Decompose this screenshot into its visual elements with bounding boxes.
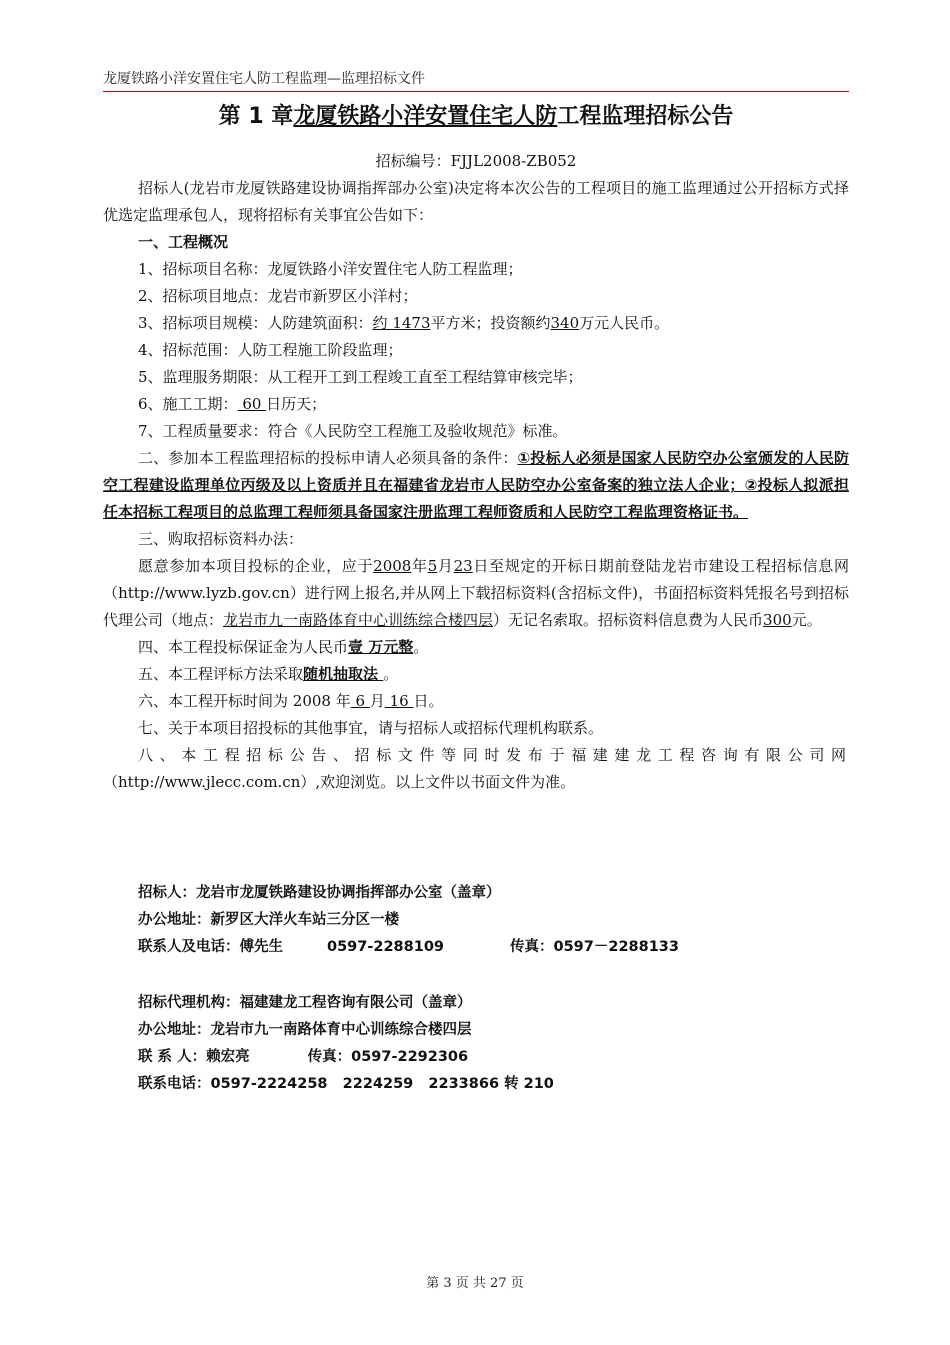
item-2: 2、招标项目地点：龙岩市新罗区小洋村；: [138, 287, 418, 305]
title-suffix: 工程监理招标公告: [557, 104, 734, 129]
tenderer-contact: 联系人及电话：傅先生: [138, 939, 283, 955]
s3-text-d: 日至规定的开标日期前登陆龙岩市建设工程招标信息网（http://www.lyzb.gov.cn）进行网上报名,并从网上下载招标资料(含招标文件)，书面招标资料凭报名号到招标代理公司（地点：: [103, 557, 849, 629]
section-7: 七、关于本项目招投标的其他事宜，请与招标人或招标代理机构联系。: [138, 719, 604, 737]
item-3-invest: 340: [550, 314, 580, 332]
page-footer: 第 3 页 共 27 页: [426, 1276, 524, 1291]
bid-number: 招标编号：FJJL2008-ZB052: [375, 152, 577, 170]
title-prefix: 第 1 章: [218, 104, 294, 129]
agency-contact-line: [138, 1044, 838, 1071]
agency-block: [138, 990, 838, 1098]
item-3-text-c: 万元人民币。: [579, 314, 670, 332]
s3-month: 5: [427, 557, 438, 575]
tenderer-address: 办公地址：新罗区大洋火车站三分区一楼: [138, 912, 399, 928]
s5-text-a: 五、本工程评标方法采取: [138, 665, 304, 683]
agency-contact: 联 系 人：赖宏亮: [138, 1049, 250, 1065]
section-2-lead: 二、参加本工程监理招标的投标申请人必须具备的条件：: [138, 449, 518, 467]
s3-text-c: 月: [437, 557, 454, 575]
tenderer-fax: 传真：0597－2288133: [510, 939, 679, 955]
s5-text-b: 。: [383, 665, 399, 683]
section-5: [103, 661, 849, 688]
tenderer-contact-line: [138, 934, 838, 961]
section-1-heading: 一、工程概况: [138, 233, 229, 251]
tenderer-block: [138, 880, 838, 961]
s6-month: 6: [350, 692, 370, 710]
s4-text-b: 。: [413, 638, 429, 656]
announcement-body: [103, 148, 849, 796]
section-3-paragraph: [103, 553, 849, 634]
s3-text-e: ）无记名索取。招标资料信息费为人民币: [493, 611, 764, 629]
s5-method: 随机抽取法: [303, 665, 384, 683]
item-6-text-b: 日历天；: [266, 395, 327, 413]
item-3-text-a: 3、招标项目规模：人防建筑面积：: [138, 314, 373, 332]
item-6-text-a: 6、施工工期：: [138, 395, 238, 413]
item-3-area: 约 1473: [372, 314, 431, 332]
tenderer-name: 招标人：龙岩市龙厦铁路建设协调指挥部办公室（盖章）: [138, 885, 501, 901]
section-2-requirements: ①投标人必须是国家人民防空办公室颁发的人民防空工程建设监理单位丙级及以上资质并且在福建省龙岩市人民防空办公室备案的独立法人企业；②投标人拟派担任本招标工程项目的总监理工程师须具备国家注册监理工程师资质和人民防空工程监理资格证书。: [103, 449, 849, 521]
agency-name: 招标代理机构：福建建龙工程咨询有限公司（盖章）: [138, 995, 472, 1011]
item-1: 1、招标项目名称：龙厦铁路小洋安置住宅人防工程监理；: [138, 260, 523, 278]
item-6-days: 60: [237, 395, 267, 413]
s3-day: 23: [453, 557, 473, 575]
section-2: [103, 445, 849, 526]
intro-paragraph: 招标人(龙岩市龙厦铁路建设协调指挥部办公室)决定将本次公告的工程项目的施工监理通过公开招标方式择优选定监理承包人，现将招标有关事宜公告如下：: [103, 179, 849, 224]
s3-text-b: 年: [411, 557, 428, 575]
item-7: 7、工程质量要求：符合《人民防空工程施工及验收规范》标准。: [138, 422, 568, 440]
item-5: 5、监理服务期限：从工程开工到工程竣工直至工程结算审核完毕；: [138, 368, 583, 386]
s3-text-a: 愿意参加本项目投标的企业，应于: [138, 557, 374, 575]
section-8-line-1: 八、本工程招标公告、招标文件等同时发布于福建建龙工程咨询有限公司网: [138, 746, 849, 764]
agency-phone: 联系电话：0597-2224258 2224259 2233866 转 210: [138, 1076, 554, 1092]
agency-fax: 传真：0597-2292306: [307, 1049, 469, 1065]
s3-address: 龙岩市九一南路体育中心训练综合楼四层: [223, 611, 494, 629]
section-3-heading: 三、购取招标资料办法：: [138, 530, 304, 548]
s6-text-b: 月: [369, 692, 385, 710]
item-3: [103, 310, 849, 337]
s6-day: 16: [384, 692, 414, 710]
title-underlined: 龙厦铁路小洋安置住宅人防: [293, 104, 558, 129]
s3-fee: 300: [763, 611, 792, 629]
item-4: 4、招标范围：人防工程施工阶段监理；: [138, 341, 403, 359]
s4-text-a: 四、本工程投标保证金为人民币: [138, 638, 349, 656]
agency-address: 办公地址：龙岩市九一南路体育中心训练综合楼四层: [138, 1022, 472, 1038]
s3-year: 2008: [373, 557, 412, 575]
section-4: [103, 634, 849, 661]
section-8-line-2: （http://www.jlecc.com.cn）,欢迎浏览。以上文件以书面文件为准。: [103, 773, 576, 791]
page-header: 龙厦铁路小洋安置住宅人防工程监理—监理招标文件: [103, 70, 849, 92]
s4-amount: 壹 万元整: [348, 638, 414, 656]
item-6: [103, 391, 849, 418]
s3-text-f: 元。: [791, 611, 822, 629]
tenderer-phone: 0597-2288109: [327, 939, 444, 955]
page-title: [103, 102, 849, 132]
s6-text-a: 六、本工程开标时间为 2008 年: [138, 692, 351, 710]
section-6: [103, 688, 849, 715]
item-3-text-b: 平方米；投资额约: [430, 314, 551, 332]
s6-text-c: 日。: [413, 692, 444, 710]
